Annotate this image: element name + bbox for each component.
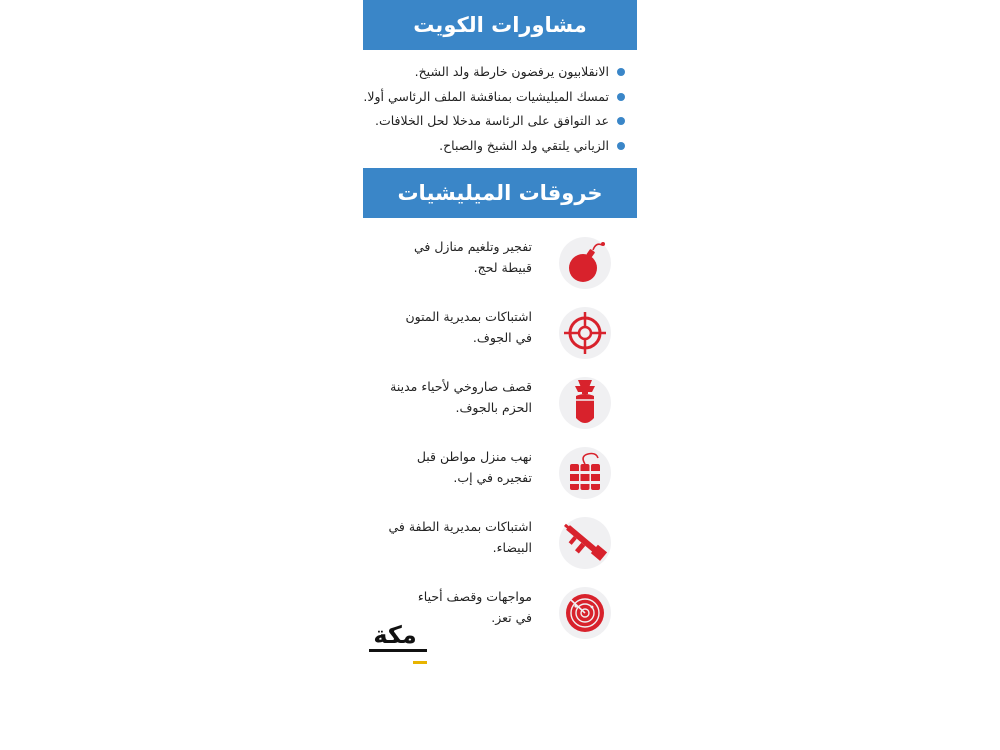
section-title: مشاورات الكويت xyxy=(413,13,587,37)
bullet-list xyxy=(363,60,637,158)
section-header-kuwait-talks xyxy=(363,0,637,50)
violation-item: اشتباكات بمديرية المتون في الجوف. xyxy=(363,298,637,368)
list-item: عد التوافق على الرئاسة مدخلا لحل الخلافات. xyxy=(363,109,625,134)
violation-item: نهب منزل مواطن قبل تفجيره في إب. xyxy=(363,438,637,508)
bullet-dot-icon xyxy=(617,142,625,150)
violation-item: مواجهات وقصف أحياء في تعز. xyxy=(363,578,637,648)
section-header-militia-violations xyxy=(363,168,637,218)
list-item: تمسك الميليشيات بمناقشة الملف الرئاسي أولا. xyxy=(363,85,625,110)
bomb-icon xyxy=(558,236,612,290)
makkah-logo xyxy=(363,622,427,658)
logo-text: مكة xyxy=(373,621,417,649)
rifle-icon xyxy=(558,516,612,570)
list-item: الزياني يلتقي ولد الشيخ والصباح. xyxy=(363,134,625,159)
bullet-dot-icon xyxy=(617,117,625,125)
violation-item: قصف صاروخي لأحياء مدينة الحزم بالجوف. xyxy=(363,368,637,438)
dynamite-icon xyxy=(558,446,612,500)
bullet-dot-icon xyxy=(617,93,625,101)
bullet-dot-icon xyxy=(617,68,625,76)
violation-item: اشتباكات بمديرية الطفة في البيضاء. xyxy=(363,508,637,578)
section-title: خروقات الميليشيات xyxy=(397,181,603,205)
logo-underline xyxy=(369,649,427,652)
violation-item: تفجير وتلغيم منازل في قبيطة لحج. xyxy=(363,228,637,298)
crosshair-icon xyxy=(558,306,612,360)
missile-icon xyxy=(558,376,612,430)
radar-icon xyxy=(558,586,612,640)
list-item: الانقلابيون يرفضون خارطة ولد الشيخ. xyxy=(363,60,625,85)
infographic-panel xyxy=(363,0,637,660)
